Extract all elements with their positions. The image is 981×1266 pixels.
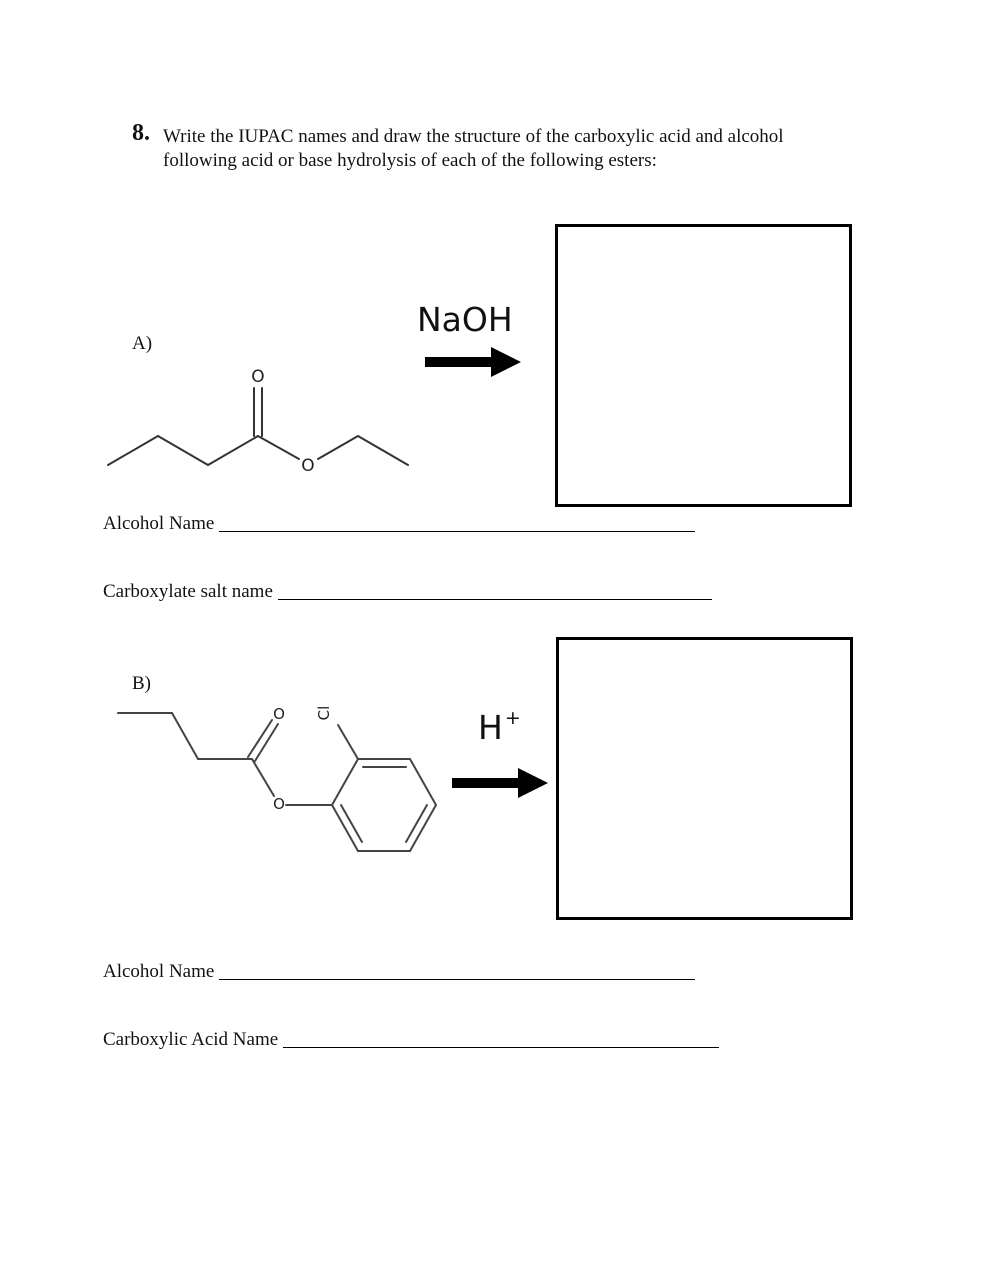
- carboxylic-acid-name-blank[interactable]: [283, 1047, 719, 1048]
- reagent-acid-charge: +: [504, 707, 521, 729]
- carboxylate-salt-name-blank[interactable]: [278, 599, 712, 600]
- part-b-ester-structure: [110, 698, 450, 863]
- reagent-naoh: NaOH: [417, 300, 513, 339]
- alcohol-name-label: Alcohol Name: [103, 961, 215, 982]
- part-b-carboxylic-acid-name-field: [103, 1029, 719, 1051]
- carboxylate-salt-name-label: Carboxylate salt name: [103, 581, 273, 602]
- part-b-carbonyl-oxygen-label: O: [273, 705, 285, 723]
- part-b-label: B): [132, 673, 151, 694]
- question-text-line-1: Write the IUPAC names and draw the structure of the carboxylic acid and alcohol: [163, 126, 784, 147]
- reagent-acid: [478, 707, 521, 747]
- question-number: 8.: [132, 120, 150, 146]
- alcohol-name-label: Alcohol Name: [103, 513, 215, 534]
- part-a-ester-structure: [100, 360, 420, 480]
- chlorine-label: Cl: [315, 705, 333, 721]
- part-b-alcohol-name-field: [103, 961, 695, 983]
- reagent-acid-symbol: H: [478, 708, 503, 747]
- part-a-label: A): [132, 333, 153, 354]
- part-b-answer-box[interactable]: [556, 637, 853, 920]
- part-a-carboxylate-name-field: [103, 581, 712, 603]
- alcohol-name-blank[interactable]: [219, 531, 695, 532]
- ester-oxygen-label: O: [301, 456, 315, 476]
- part-a-answer-box[interactable]: [555, 224, 852, 507]
- alcohol-name-blank[interactable]: [219, 979, 695, 980]
- part-b-ester-oxygen-label: O: [273, 795, 285, 813]
- reaction-arrow-icon: [452, 768, 550, 800]
- question-text-line-2: following acid or base hydrolysis of each of the following esters:: [163, 150, 657, 171]
- reaction-arrow-icon: [425, 347, 523, 379]
- carbonyl-oxygen-label: O: [251, 367, 265, 387]
- carboxylic-acid-name-label: Carboxylic Acid Name: [103, 1029, 279, 1050]
- part-a-alcohol-name-field: [103, 513, 695, 535]
